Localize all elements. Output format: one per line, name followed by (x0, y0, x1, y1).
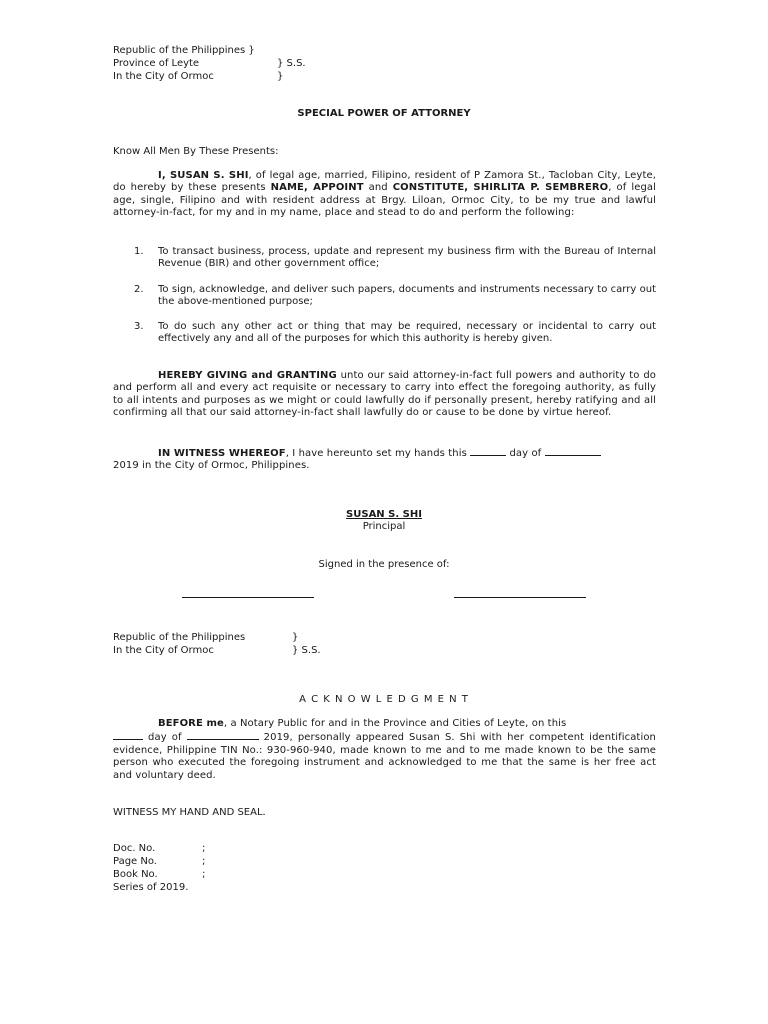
principal-name-bold: I, SUSAN S. SHI (158, 170, 249, 181)
doc-no-label: Doc. No. (113, 843, 156, 854)
list-number: 2. (134, 284, 144, 295)
acknowledgment-title: A C K N O W L E D G M E N T (299, 694, 469, 705)
list-item (134, 284, 656, 309)
attorney-name-bold: CONSTITUTE, SHIRLITA P. SEMBRERO (392, 182, 609, 194)
venue-line-republic: Republic of the Philippines (113, 632, 246, 643)
principal-role: Principal (362, 521, 406, 532)
appointment-text-cont: , of legal age, single, Filipino and with resident address at Brgy. Liloan, Ormoc City, to be my true and lawful attorney-in-fact, for my and in my name, place and stead to do and perform the following: (113, 182, 657, 219)
appointment-text: , of legal age, married, Filipino, resident of P Zamora St., Tacloban City, Leyte, do hereby by these presents (113, 170, 656, 194)
principal-name: SUSAN S. SHI (346, 509, 422, 520)
list-number: 3. (134, 321, 144, 332)
venue-ss-mark: } S.S. (277, 58, 306, 69)
witness-text: , I have hereunto set my hands this (285, 448, 467, 459)
ack-text: , a Notary Public for and in the Province and Cities of Leyte, on this (223, 718, 567, 729)
page-no-mark: ; (202, 856, 206, 867)
document-title: SPECIAL POWER OF ATTORNEY (297, 108, 471, 119)
acknowledgment-paragraph (113, 718, 656, 782)
venue-line-province: Province of Leyte (113, 58, 200, 69)
list-text: To do such any other act or thing that may be required, necessary or incidental to carry out effectively any and all of the purposes for which this authority is hereby given. (158, 321, 656, 345)
before-me-bold: BEFORE me (158, 718, 224, 729)
book-no-label: Book No. (113, 869, 158, 880)
venue-brace-mark: } (292, 632, 299, 643)
list-item (134, 321, 656, 346)
venue-brace-mark: } (277, 71, 284, 82)
granting-bold: HEREBY GIVING and GRANTING (158, 370, 337, 381)
list-text: To transact business, process, update and represent my business firm with the Bureau of Internal Revenue (BIR) and other government office; (158, 246, 656, 270)
venue-line-city: In the City of Ormoc (113, 645, 214, 656)
granting-paragraph (113, 370, 656, 420)
ack-day-blank (113, 730, 143, 740)
witness-place: 2019 in the City of Ormoc, Philippines. (113, 460, 310, 472)
series-label: Series of 2019. (113, 882, 189, 893)
venue-line-republic: Republic of the Philippines } (113, 45, 255, 56)
venue-line-city: In the City of Ormoc (113, 71, 214, 82)
ack-month-blank (187, 730, 259, 740)
ack-day-of: day of (148, 732, 182, 744)
day-blank (470, 446, 506, 456)
doc-no-mark: ; (202, 843, 206, 854)
greeting: Know All Men By These Presents: (113, 146, 279, 157)
book-no-mark: ; (202, 869, 206, 880)
list-item (134, 246, 656, 271)
month-blank (545, 446, 601, 456)
granting-text: unto our said attorney-in-fact full powers and authority to do and perform all and every act requisite or necessary to carry into effect the foregoing authority, as fully to all intents and purposes as we might or could lawfully do if personally present, hereby ratifying and all confirming all that our said attorney-in-fact shall lawfully do or cause to be done by virtue hereof. (113, 370, 656, 419)
presence-label: Signed in the presence of: (318, 559, 450, 570)
witness-day-of: day of (509, 448, 542, 459)
appoint-bold: NAME, APPOINT (270, 182, 364, 194)
witness-bold: IN WITNESS WHEREOF (158, 448, 286, 459)
witness-signature-line-right (454, 597, 586, 598)
appointment-paragraph (113, 170, 656, 220)
ack-text-cont: 2019, personally appeared Susan S. Shi with her competent identification evidence, Philippine TIN No.: 930-960-940, made known to me and to me made known to be the same person who executed the foregoing instrument and acknowledged to me that the same is her free act and voluntary deed. (113, 732, 656, 781)
witness-paragraph (113, 446, 656, 473)
list-number: 1. (134, 246, 144, 257)
appointment-and: and (363, 182, 393, 194)
list-text: To sign, acknowledge, and deliver such papers, documents and instruments necessary to carry out the above-mentioned purpose; (158, 284, 656, 308)
venue-ss-mark: } S.S. (292, 645, 321, 656)
page-no-label: Page No. (113, 856, 157, 867)
witness-signature-line-left (182, 597, 314, 598)
witness-hand-seal: WITNESS MY HAND AND SEAL. (113, 807, 266, 818)
